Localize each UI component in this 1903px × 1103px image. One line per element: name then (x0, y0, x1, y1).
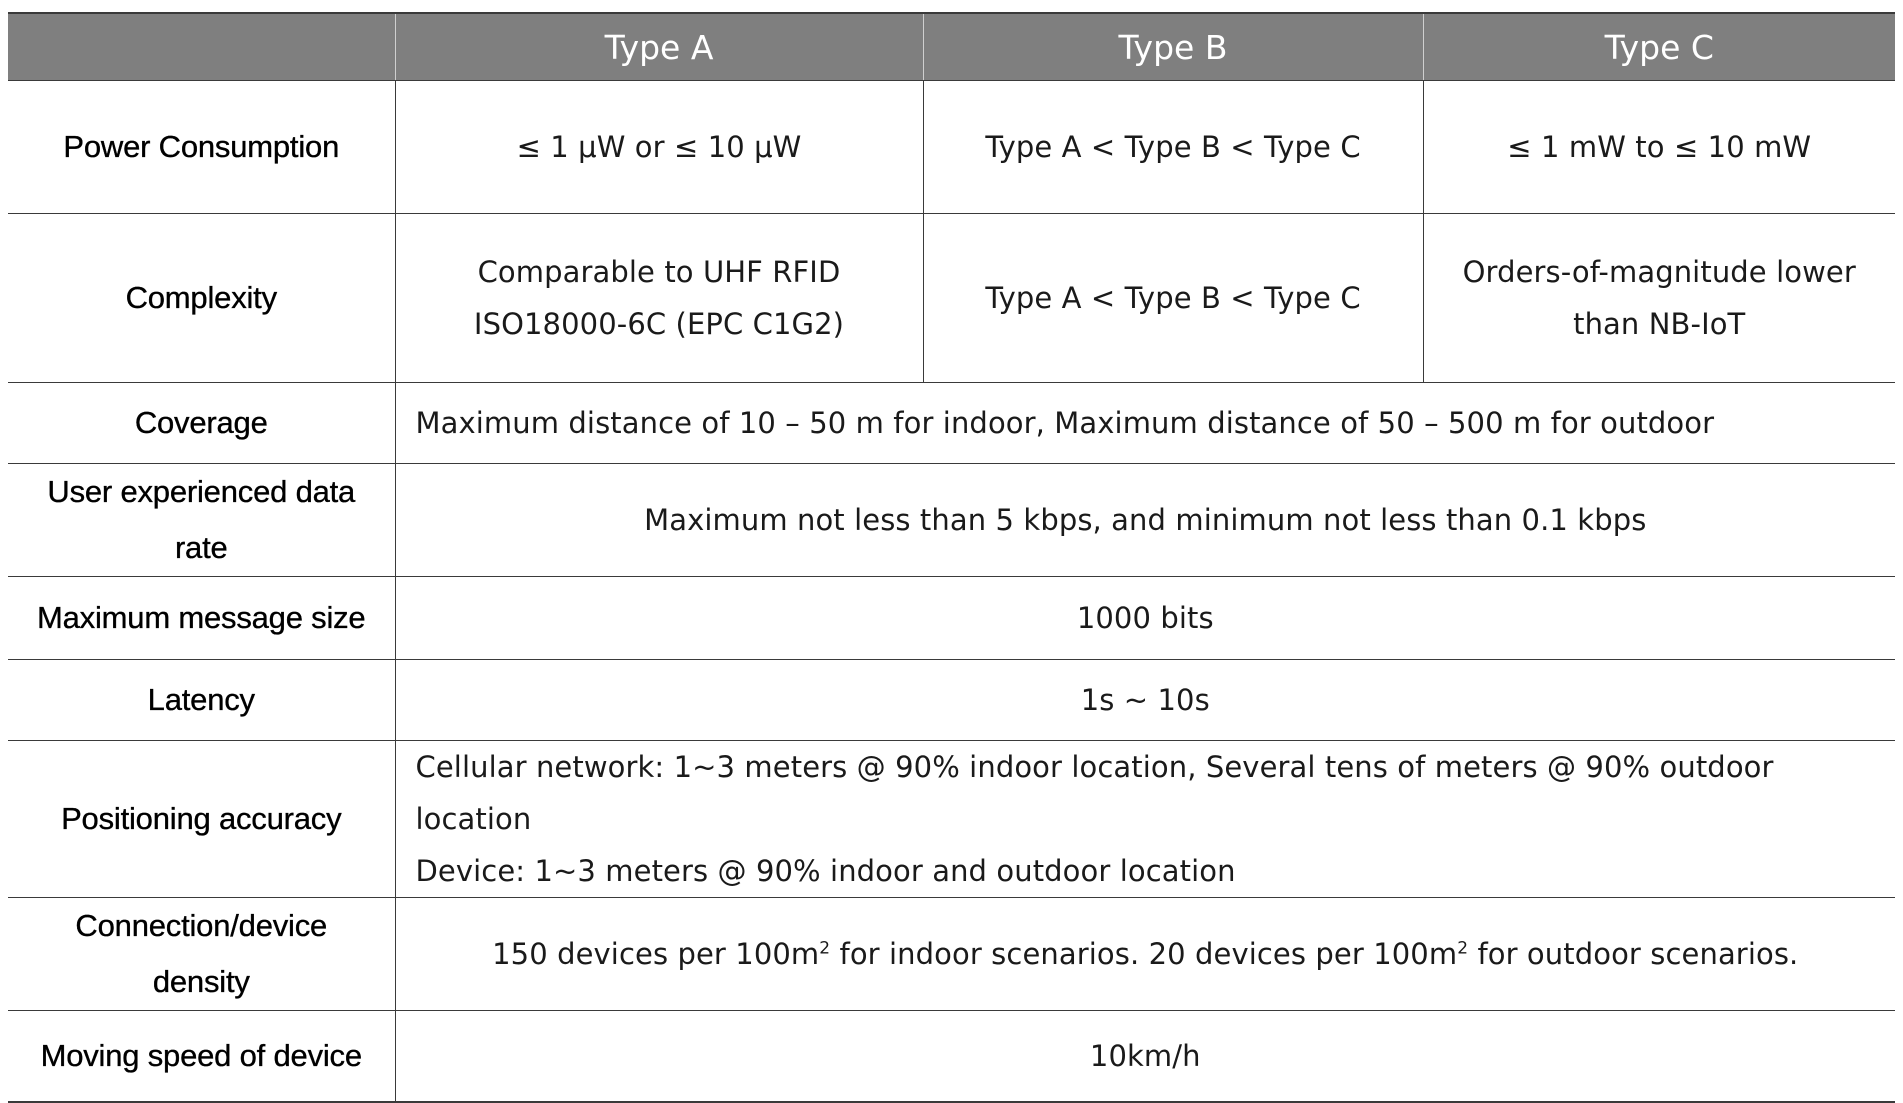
row-label-latency: Latency (8, 659, 395, 740)
cell-power-type-c: ≤ 1 mW to ≤ 10 mW (1423, 81, 1895, 214)
complexity-type-a-line1: Comparable to UHF RFID (477, 254, 841, 289)
table-row-power-consumption (8, 81, 1895, 214)
density-label-line2: density (152, 963, 250, 999)
row-label-data-rate (8, 464, 395, 577)
header-corner-cell (8, 13, 395, 81)
cell-density-value (395, 898, 1895, 1011)
table-row-latency (8, 659, 1895, 740)
spec-table-container (8, 12, 1895, 1103)
cell-coverage-value: Maximum distance of 10 – 50 m for indoor, Maximum distance of 50 – 500 m for outdoor (395, 383, 1895, 464)
cell-complexity-type-c (1423, 214, 1895, 383)
cell-power-type-b: Type A < Type B < Type C (923, 81, 1423, 214)
cell-power-type-a: ≤ 1 μW or ≤ 10 μW (395, 81, 923, 214)
data-rate-label-line2: rate (174, 529, 228, 565)
row-label-positioning-accuracy: Positioning accuracy (8, 740, 395, 898)
positioning-device-line: Device: 1~3 meters @ 90% indoor and outdoor location (415, 853, 1236, 888)
header-type-c: Type C (1423, 13, 1895, 81)
row-label-message-size: Maximum message size (8, 576, 395, 659)
cell-complexity-type-a (395, 214, 923, 383)
row-label-complexity: Complexity (8, 214, 395, 383)
header-row (8, 13, 1895, 81)
requirements-table (8, 12, 1895, 1103)
table-row-message-size (8, 576, 1895, 659)
table-row-positioning-accuracy (8, 740, 1895, 898)
complexity-type-a-line2: ISO18000-6C (EPC C1G2) (473, 307, 845, 341)
table-row-moving-speed (8, 1010, 1895, 1102)
table-row-coverage (8, 383, 1895, 464)
table-row-complexity (8, 214, 1895, 383)
header-type-b: Type B (923, 13, 1423, 81)
data-rate-label-line1: User experienced data (47, 474, 356, 509)
complexity-type-c-line1: Orders-of-magnitude lower (1462, 254, 1856, 289)
cell-moving-speed-value: 10km/h (395, 1010, 1895, 1102)
cell-positioning-value (395, 740, 1895, 898)
table-row-data-rate (8, 464, 1895, 577)
row-label-device-density (8, 898, 395, 1011)
density-exponent-2: 2 (1457, 938, 1469, 959)
density-label-line1: Connection/device (75, 908, 328, 944)
cell-complexity-type-b: Type A < Type B < Type C (923, 214, 1423, 383)
cell-latency-value: 1s ~ 10s (395, 659, 1895, 740)
cell-data-rate-value: Maximum not less than 5 kbps, and minimum not less than 0.1 kbps (395, 464, 1895, 577)
density-text-part3: for outdoor scenarios. (1468, 936, 1799, 971)
cell-message-size-value: 1000 bits (395, 576, 1895, 659)
density-exponent-1: 2 (819, 938, 831, 959)
table-row-device-density (8, 898, 1895, 1011)
header-type-a: Type A (395, 13, 923, 81)
density-text-part1: 150 devices per 100m (492, 936, 820, 971)
complexity-type-c-line2: than NB-IoT (1573, 307, 1746, 341)
positioning-cellular-line: Cellular network: 1~3 meters @ 90% indoor location, Several tens of meters @ 90% outdoor location (415, 749, 1774, 836)
row-label-coverage: Coverage (8, 383, 395, 464)
row-label-moving-speed: Moving speed of device (8, 1010, 395, 1102)
row-label-power-consumption: Power Consumption (8, 81, 395, 214)
density-text-part2: for indoor scenarios. 20 devices per 100m (830, 936, 1458, 971)
